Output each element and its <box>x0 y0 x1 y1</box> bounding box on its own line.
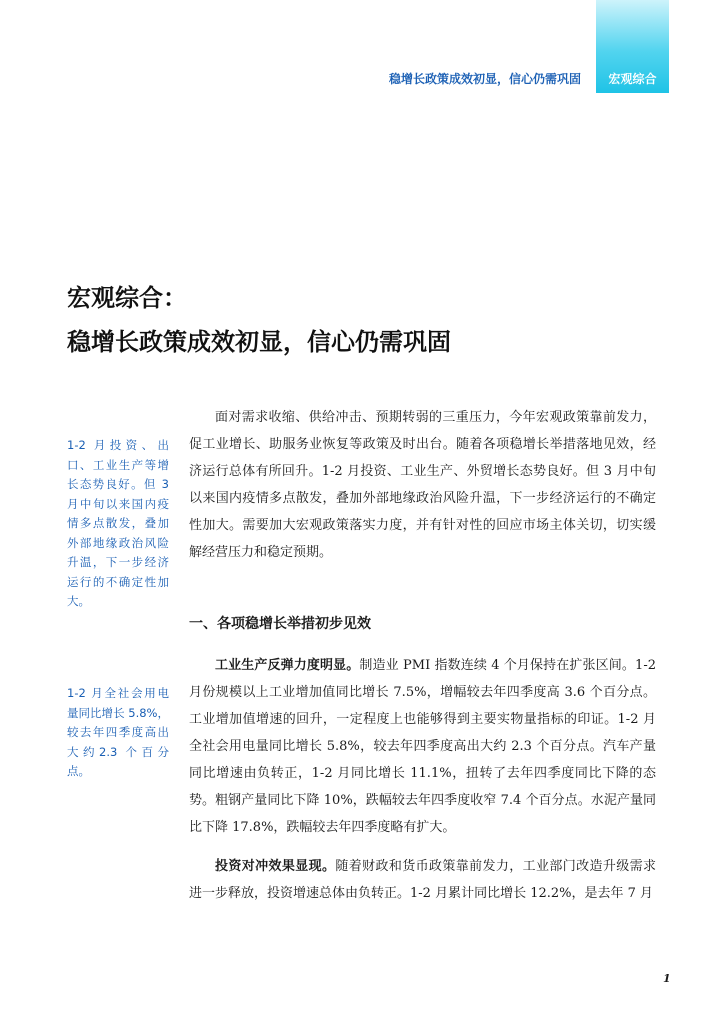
paragraph-lead: 工业生产反弹力度明显。 <box>215 658 360 673</box>
page-number: 1 <box>663 972 671 985</box>
paragraph-industrial-production <box>189 652 656 841</box>
paragraph-lead: 投资对冲效果显现。 <box>215 859 336 874</box>
section-body <box>189 652 656 907</box>
sidebar-note-2: 1-2 月全社会用电量同比增长 5.8%，较去年四季度高出大约2.3 个百分点。 <box>67 686 169 778</box>
sidebar-note-1: 1-2 月投资、出口、工业生产等增长态势良好。但 3 月中旬以来国内疫情多点散发，叠加外部地缘政治风险升温，下一步经济运行的不确定性加大。 <box>67 438 169 608</box>
page-title-line-2: 稳增长政策成效初显，信心仍需巩固 <box>67 328 451 356</box>
page-title-line-1: 宏观综合： <box>67 284 187 312</box>
page-title <box>67 276 451 364</box>
paragraph-text: 随着财政和货币政策靠前发力，工业部门改造升级需求进一步释放，投资增速总体由负转正。1-2 月累计同比增长 12.2%，是去年 7 月 <box>189 859 656 901</box>
paragraph-investment <box>189 853 656 907</box>
paragraph-text: 制造业 PMI 指数连续 4 个月保持在扩张区间。1-2 月份规模以上工业增加值同比增长 7.5%，增幅较去年四季度高 3.6 个百分点。工业增加值增速的回升，一定程度上也能够得到主要实物量指标的印证。1-2 月全社会用电量同比增长 5.8%，较去年四季度高出大约 2.3 个百分点。汽车产量同比增速由负转正，1-2 月同比增长 11.1%，扭转了去年四季度同比下降的态势。粗钢产量同比下降 10%，跌幅较去年四季度收窄 7.4 个百分点。水泥产量同比下降 17.8%，跌幅较去年四季度略有扩大。 <box>189 658 656 835</box>
intro-paragraph: 面对需求收缩、供给冲击、预期转弱的三重压力，今年宏观政策靠前发力，促工业增长、助服务业恢复等政策及时出台。随着各项稳增长举措落地见效，经济运行总体有所回升。1-2 月投资、工业生产、外贸增长态势良好。但 3 月中旬以来国内疫情多点散发，叠加外部地缘政治风险升温，下一步经济运行的不确定性加大。需要加大宏观政策落实力度，并有针对性的回应市场主体关切，切实缓解经营压力和稳定预期。 <box>189 410 656 560</box>
running-title: 稳增长政策成效初显，信心仍需巩固 <box>388 72 581 86</box>
header-section-tag: 宏观综合 <box>608 72 657 86</box>
section-heading: 一、各项稳增长举措初步见效 <box>189 616 371 632</box>
intro-block <box>189 404 656 566</box>
